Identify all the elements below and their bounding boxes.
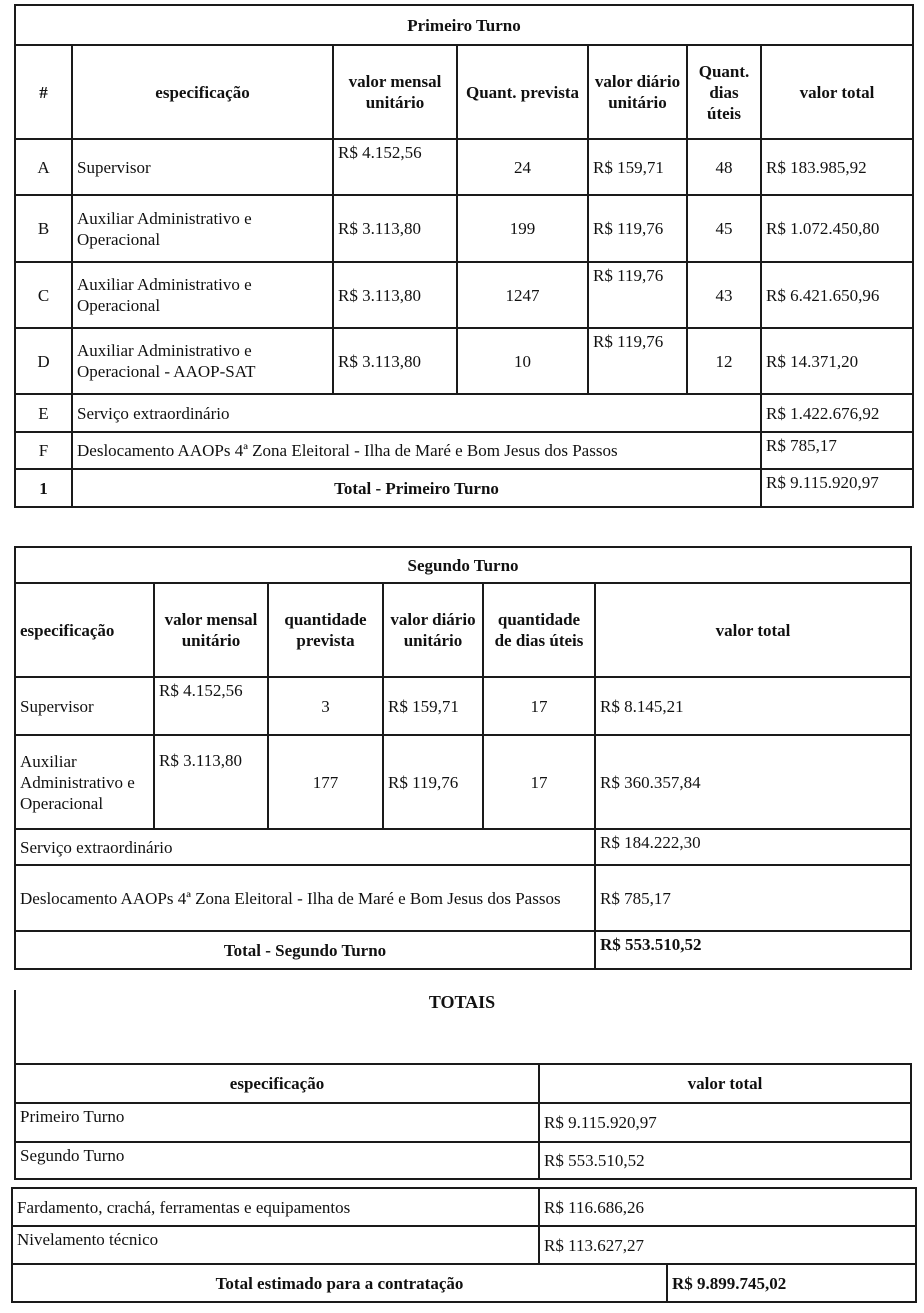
first-turn-total-value: R$ 9.115.920,97: [761, 469, 913, 507]
row-id: D: [15, 328, 72, 394]
table-row: [15, 195, 913, 262]
extra-service-total: R$ 184.222,30: [595, 829, 911, 865]
row-days: 17: [483, 735, 595, 829]
header-cell: especificação: [15, 1064, 539, 1103]
row-daily: R$ 119,76: [588, 195, 687, 262]
header-cell: valor total: [761, 45, 913, 139]
row-id: C: [15, 262, 72, 328]
first-turn-title: Primeiro Turno: [15, 5, 913, 45]
travel-label: Deslocamento AAOPs 4ª Zona Eleitoral - Ilha de Maré e Bom Jesus dos Passos: [72, 432, 761, 469]
extra-service-label: Serviço extraordinário: [72, 394, 761, 432]
header-cell: valor diário unitário: [588, 45, 687, 139]
row-monthly: R$ 3.113,80: [333, 262, 457, 328]
row-days: 43: [687, 262, 761, 328]
row-value: R$ 116.686,26: [539, 1188, 916, 1226]
table-row: [15, 735, 911, 829]
row-spec: Segundo Turno: [15, 1142, 539, 1179]
row-qty: 199: [457, 195, 588, 262]
row-total: R$ 183.985,92: [761, 139, 913, 195]
row-days: 12: [687, 328, 761, 394]
row-spec: Auxiliar Administrativo e Operacional - AAOP-SAT: [72, 328, 333, 394]
row-spec: Auxiliar Administrativo e Operacional: [15, 735, 154, 829]
total-row: [15, 469, 913, 507]
first-turn-total-label: Total - Primeiro Turno: [72, 469, 761, 507]
row-total: R$ 8.145,21: [595, 677, 911, 735]
header-cell: valor mensal unitário: [333, 45, 457, 139]
row-total: R$ 360.357,84: [595, 735, 911, 829]
row-total: R$ 6.421.650,96: [761, 262, 913, 328]
row-spec: Fardamento, crachá, ferramentas e equipamentos: [12, 1188, 539, 1226]
grand-total-label: Total estimado para a contratação: [12, 1264, 667, 1302]
row-monthly: R$ 4.152,56: [154, 677, 268, 735]
table-row: [15, 139, 913, 195]
row-value: R$ 113.627,27: [539, 1226, 916, 1264]
row-monthly: R$ 3.113,80: [154, 735, 268, 829]
row-monthly: R$ 4.152,56: [333, 139, 457, 195]
totals-extra-table: [11, 1187, 917, 1303]
table-row: [15, 865, 911, 931]
table-row: [12, 1188, 916, 1226]
header-cell: quantidade de dias úteis: [483, 583, 595, 677]
row-id: E: [15, 394, 72, 432]
row-daily: R$ 119,76: [383, 735, 483, 829]
row-id: A: [15, 139, 72, 195]
row-qty: 3: [268, 677, 383, 735]
row-spec: Auxiliar Administrativo e Operacional: [72, 195, 333, 262]
header-cell: valor total: [539, 1064, 911, 1103]
header-cell: valor diário unitário: [383, 583, 483, 677]
second-turn-total-label: Total - Segundo Turno: [15, 931, 595, 969]
row-spec: Primeiro Turno: [15, 1103, 539, 1142]
row-qty: 24: [457, 139, 588, 195]
table-row: [15, 829, 911, 865]
second-turn-title: Segundo Turno: [15, 547, 911, 583]
header-cell: valor mensal unitário: [154, 583, 268, 677]
grand-total-row: [12, 1264, 916, 1302]
row-spec: Supervisor: [72, 139, 333, 195]
row-qty: 10: [457, 328, 588, 394]
extra-service-label: Serviço extraordinário: [15, 829, 595, 865]
row-spec: Nivelamento técnico: [12, 1226, 539, 1264]
table-row: [15, 328, 913, 394]
table-row: [15, 394, 913, 432]
header-cell: especificação: [72, 45, 333, 139]
extra-service-total: R$ 1.422.676,92: [761, 394, 913, 432]
row-days: 45: [687, 195, 761, 262]
totals-table: [14, 1063, 912, 1180]
row-id: B: [15, 195, 72, 262]
first-turn-table: [14, 4, 914, 508]
header-cell: Quant. prevista: [457, 45, 588, 139]
travel-label: Deslocamento AAOPs 4ª Zona Eleitoral - Ilha de Maré e Bom Jesus dos Passos: [15, 865, 595, 931]
row-daily: R$ 159,71: [383, 677, 483, 735]
second-turn-table: [14, 546, 912, 970]
row-value: R$ 9.115.920,97: [539, 1103, 911, 1142]
table-row: [15, 1103, 911, 1142]
header-cell: #: [15, 45, 72, 139]
totals-title: TOTAIS: [428, 992, 496, 1012]
row-spec: Auxiliar Administrativo e Operacional: [72, 262, 333, 328]
row-total: R$ 14.371,20: [761, 328, 913, 394]
total-row: [15, 931, 911, 969]
row-daily: R$ 159,71: [588, 139, 687, 195]
row-days: 48: [687, 139, 761, 195]
header-cell: quantidade prevista: [268, 583, 383, 677]
row-days: 17: [483, 677, 595, 735]
travel-total: R$ 785,17: [761, 432, 913, 469]
row-daily: R$ 119,76: [588, 328, 687, 394]
row-qty: 177: [268, 735, 383, 829]
header-cell: Quant. dias úteis: [687, 45, 761, 139]
row-spec: Supervisor: [15, 677, 154, 735]
second-turn-total-value: R$ 553.510,52: [595, 931, 911, 969]
travel-total: R$ 785,17: [595, 865, 911, 931]
table-row: [15, 262, 913, 328]
table-row: [12, 1226, 916, 1264]
table-row: [15, 1142, 911, 1179]
row-monthly: R$ 3.113,80: [333, 195, 457, 262]
row-qty: 1247: [457, 262, 588, 328]
row-value: R$ 553.510,52: [539, 1142, 911, 1179]
row-daily: R$ 119,76: [588, 262, 687, 328]
header-cell: valor total: [595, 583, 911, 677]
table-row: [15, 432, 913, 469]
table-row: [15, 677, 911, 735]
row-id: F: [15, 432, 72, 469]
row-id: 1: [15, 469, 72, 507]
row-total: R$ 1.072.450,80: [761, 195, 913, 262]
row-monthly: R$ 3.113,80: [333, 328, 457, 394]
header-cell: especificação: [15, 583, 154, 677]
grand-total-value: R$ 9.899.745,02: [667, 1264, 916, 1302]
